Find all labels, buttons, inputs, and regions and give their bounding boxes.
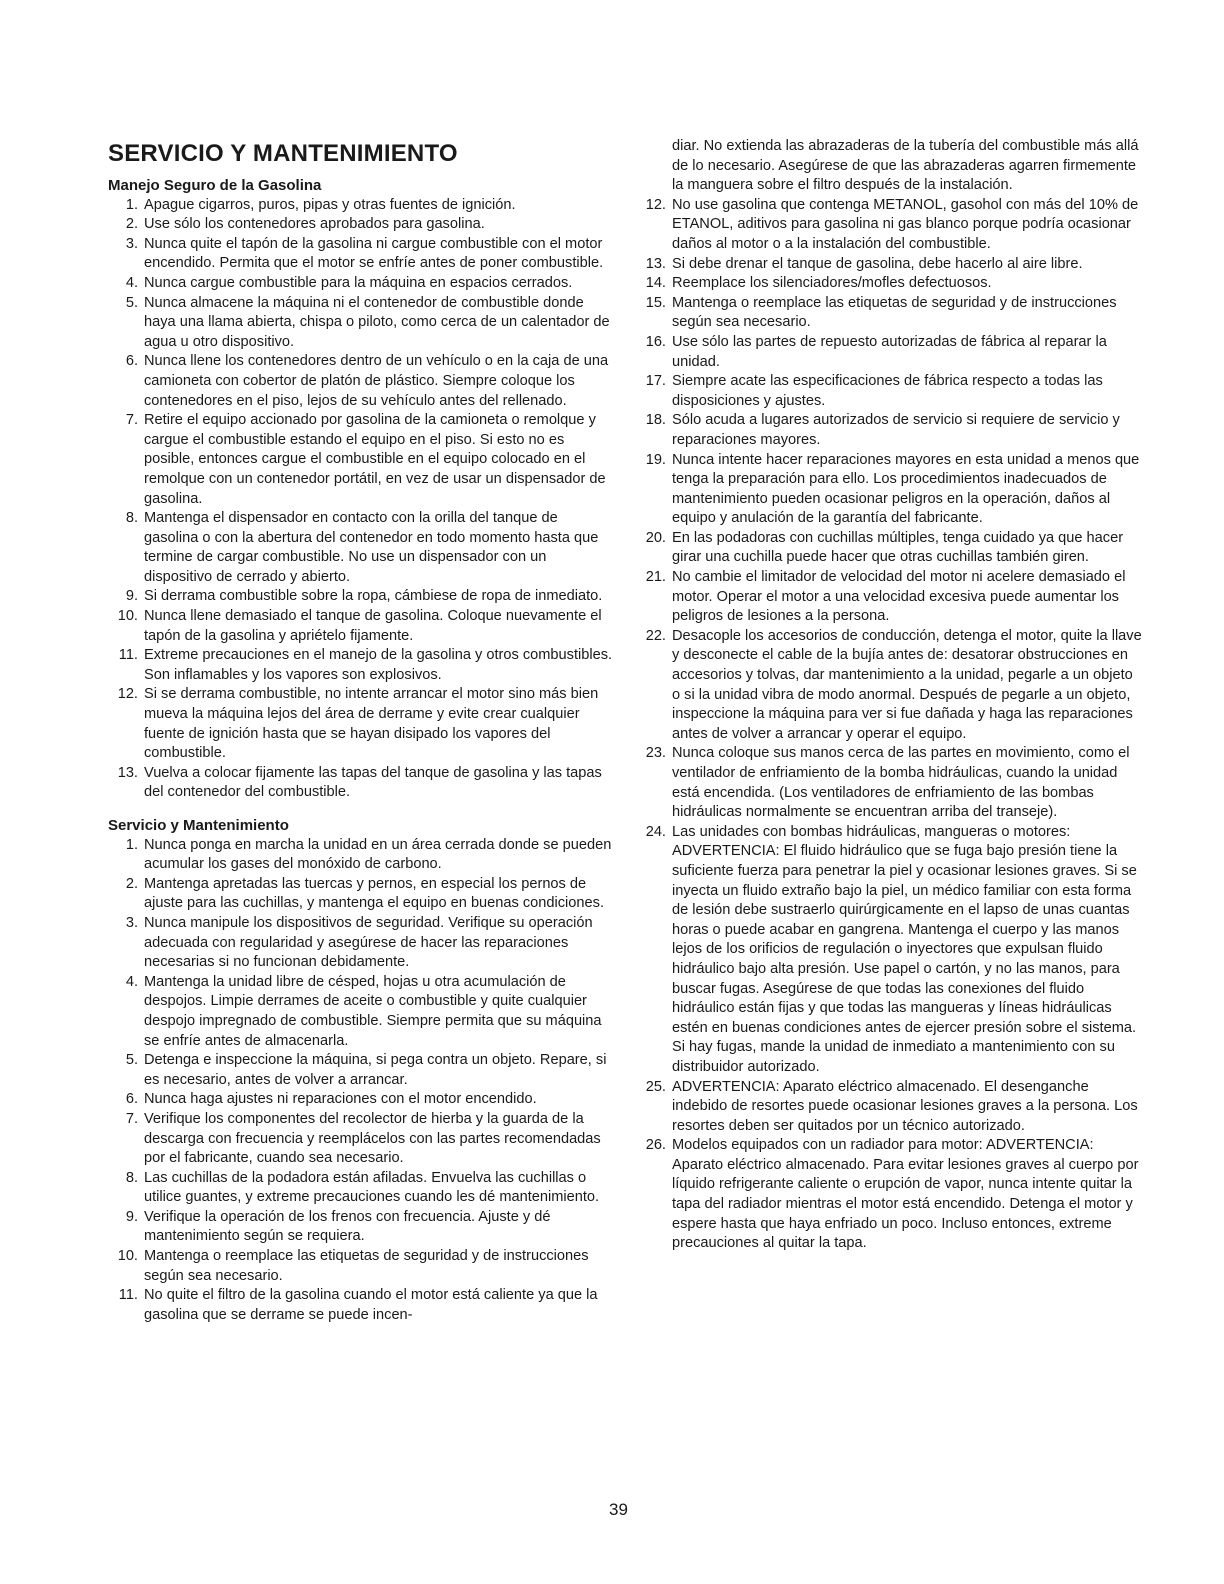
item-text: Mantenga el dispensador en contacto con la orilla del tanque de gasolina o con la abertura del contenedor en todo momento hasta que termine de cargar combustible. No use un dispensador con un dispositivo de cerrado y abierto. [144,510,599,585]
item-text: Las cuchillas de la podadora están afiladas. Envuelva las cuchillas o utilice guantes, y extreme precauciones cuando les dé mantenimiento. [144,1169,600,1206]
item-number: 8. [125,510,138,527]
item-number: 13. [117,764,138,781]
item-number: 5. [125,1052,138,1069]
item-number: 6. [125,353,138,370]
list-item [636,1078,1142,1137]
item-number: 21. [645,569,666,586]
item-number: 10. [117,1248,138,1265]
item-number: 3. [125,914,138,931]
list-item [108,274,613,294]
list-item [108,509,613,587]
list-item [108,587,613,607]
item-text: Siempre acate las especificaciones de fábrica respecto a todas las disposiciones y ajustes. [672,373,1103,409]
list-item [108,875,613,914]
item-text: ADVERTENCIA: Aparato eléctrico almacenado. El desenganche indebido de resortes puede ocasionar lesiones graves a la persona. Los resortes deben ser quitados por un técnico autorizado. [672,1078,1138,1134]
list-item [108,607,613,646]
item-number: 23. [645,745,666,762]
item-number: 2. [125,216,138,233]
item-text: Nunca coloque sus manos cerca de las partes en movimiento, como el ventilador de enfriamiento de la bomba hidráulicas, cuando la unidad está encendida. (Los ventiladores de enfriamiento de las bombas hidráulicas normalmente se encuentran arriba del transeje). [672,745,1130,821]
item-number: 12. [645,196,666,213]
section-heading-service: Servicio y Mantenimiento [108,817,289,834]
item-number: 8. [125,1169,138,1186]
list-item [108,1110,613,1169]
list-item [108,352,613,411]
list-item [108,1247,613,1286]
item-number: 9. [125,1208,138,1225]
item-number: 14. [645,275,666,292]
item-number: 3. [125,235,138,252]
item-text: No quite el filtro de la gasolina cuando el motor está caliente ya que la gasolina que se derrame se puede incen- [144,1287,598,1323]
item-text: En las podadoras con cuchillas múltiples, tenga cuidado ya que hacer girar una cuchilla puede hacer que otras cuchillas también giren. [672,529,1124,566]
list-item [108,1051,613,1090]
item-text: Nunca cargue combustible para la máquina en espacios cerrados. [144,274,573,291]
item-text: Apague cigarros, puros, pipas y otras fuentes de ignición. [144,196,516,213]
item-text: Si debe drenar el tanque de gasolina, debe hacerlo al aire libre. [672,255,1083,272]
item-text: No use gasolina que contenga METANOL, gasohol con más del 10% de ETANOL, aditivos para gasolina ni gas blanco porque podría ocasionar daños al motor o a la instalación del combustible. [672,196,1139,252]
item-number: 24. [645,823,666,840]
list-item [108,294,613,353]
item-text: Si derrama combustible sobre la ropa, cámbiese de ropa de inmediato. [144,588,603,605]
item-text: Sólo acuda a lugares autorizados de servicio si requiere de servicio y reparaciones mayores. [672,412,1120,448]
item-text: Verifique los componentes del recolector de hierba y la guarda de la descarga con frecuencia y reemplácelos con las partes recomendadas por el fabricante, cuando sea necesario. [144,1110,601,1167]
item-text: Mantenga apretadas las tuercas y pernos, en especial los pernos de ajuste para las cuchillas, y mantenga el equipo en buenas condiciones. [144,875,605,912]
item-number: 12. [117,686,138,703]
right-column [636,137,1142,1254]
list-item [636,823,1142,1078]
item-text: Reemplace los silenciadores/mofles defectuosos. [672,275,992,292]
item-text: Nunca haga ajustes ni reparaciones con el motor encendido. [144,1091,537,1108]
item-number: 22. [645,627,666,644]
list-item [636,451,1142,529]
section-heading-fuel-safety: Manejo Seguro de la Gasolina [108,177,322,194]
list-item [108,646,613,685]
item-number: 4. [125,973,138,990]
list-item [108,685,613,763]
item-number: 2. [125,875,138,892]
list-item [108,836,613,875]
item-number: 9. [125,588,138,605]
list-item [636,627,1142,745]
list-item [108,1208,613,1247]
item-number: 11. [118,1287,138,1304]
item-number: 7. [125,1110,138,1127]
item-number: 17. [645,373,666,390]
list-item [108,196,613,216]
fuel-safety-list [108,196,613,803]
item-text: Nunca intente hacer reparaciones mayores en esta unidad a menos que tenga la preparación para ello. Los procedimientos inadecuados de mantenimiento pueden ocasionar peligros en la operación, daños al equipo y anulación de la garantía del fabricante. [672,451,1140,527]
item-number: 18. [645,412,666,429]
list-item [108,914,613,973]
item-text: Detenga e inspeccione la máquina, si pega contra un objeto. Repare, si es necesario, antes de volver a arrancar. [144,1052,607,1088]
item-text: Si se derrama combustible, no intente arrancar el motor sino más bien mueva la máquina lejos del área de derrame y evite crear cualquier fuente de ignición hasta que se hayan disipado los vapores del combustible. [144,686,599,762]
list-item [108,215,613,235]
item-text: Mantenga la unidad libre de césped, hojas u otra acumulación de despojos. Limpie derrames de aceite o combustible y quite cualquier despojo impregnado de combustible. Siempre permita que su máquina se enfríe antes de almacenarla. [144,973,602,1049]
item-number: 26. [645,1137,666,1154]
item-number: 1. [125,836,138,853]
item-text: Verifique la operación de los frenos con frecuencia. Ajuste y dé mantenimiento según se requiera. [144,1208,551,1245]
list-item [636,529,1142,568]
item-text: Retire el equipo accionado por gasolina de la camioneta o remolque y cargue el combustible estando el equipo en el piso. Si esto no es posible, entonces cargue el combustible en el equipo colocado en el remolque con un contenedor portátil, en vez de usar un dispensador de gasolina. [144,412,606,507]
item-number: 5. [125,294,138,311]
list-item [636,568,1142,627]
item-text: Nunca llene demasiado el tanque de gasolina. Coloque nuevamente el tapón de la gasolina y apriételo fijamente. [144,608,602,644]
item-text: Nunca ponga en marcha la unidad en un área cerrada donde se pueden acumular los gases del monóxido de carbono. [144,836,612,873]
list-item [636,744,1142,822]
page-number: 39 [609,1500,628,1519]
item-text: Mantenga o reemplace las etiquetas de seguridad y de instrucciones según sea necesario. [144,1248,589,1284]
left-column [108,176,613,1325]
list-item [636,411,1142,450]
list-item [108,235,613,274]
item-number: 10. [117,608,138,625]
list-item [636,255,1142,275]
list-item [636,196,1142,255]
list-item [108,973,613,1051]
list-item [108,1090,613,1110]
list-item [108,1286,613,1325]
item-text: No cambie el limitador de velocidad del motor ni acelere demasiado el motor. Operar el motor a una velocidad excesiva puede aumentar los peligros de lesiones a la persona. [672,569,1126,625]
item-number: 25. [645,1078,666,1095]
item-number: 1. [125,196,138,213]
item-number: 11. [118,647,138,664]
list-item [108,1169,613,1208]
service-list-right [636,196,1142,1254]
list-item [636,333,1142,372]
item-11-continuation: diar. No extienda las abrazaderas de la tubería del combustible más allá de lo necesario. Asegúrese de que las abrazaderas agarren firmemente la manguera sobre el filtro después de la instalación. [672,138,1139,194]
list-item [636,274,1142,294]
item-number: 19. [645,451,666,468]
item-text: Nunca llene los contenedores dentro de un vehículo o en la caja de una camioneta con cobertor de platón de plástico. Siempre coloque los contenedores en el piso, lejos de su vehículo antes del rellenado. [144,353,609,409]
item-number: 15. [645,294,666,311]
item-text: Use sólo los contenedores aprobados para gasolina. [144,216,485,233]
item-text: Nunca quite el tapón de la gasolina ni cargue combustible con el motor encendido. Permita que el motor se enfríe antes de poner combustible. [144,235,604,272]
item-number: 6. [125,1091,138,1108]
list-item [108,764,613,803]
item-text: Nunca manipule los dispositivos de seguridad. Verifique su operación adecuada con regularidad y asegúrese de hacer las reparaciones necesarias si no funcionan debidamente. [144,914,593,971]
item-text: Use sólo las partes de repuesto autorizadas de fábrica al reparar la unidad. [672,333,1107,370]
item-number: 20. [645,529,666,546]
item-text: Modelos equipados con un radiador para motor: ADVERTENCIA: Aparato eléctrico almacenado. Para evitar lesiones graves al cuerpo por líquido refrigerante caliente o erupción de vapor, nunca intente quitar la tapa del radiador mientras el motor está encendido. Detenga el motor y espere hasta que haya enfriado un poco. Incluso entonces, extreme precauciones al quitar la tapa. [672,1137,1139,1252]
item-number: 13. [645,255,666,272]
list-item [108,411,613,509]
item-number: 7. [125,412,138,429]
item-text: Vuelva a colocar fijamente las tapas del tanque de gasolina y las tapas del contenedor del combustible. [144,764,602,801]
list-item [636,294,1142,333]
item-text: Nunca almacene la máquina ni el contenedor de combustible donde haya una llama abierta, chispa o piloto, como cerca de un calentador de agua u otro dispositivo. [144,294,610,350]
item-text: Mantenga o reemplace las etiquetas de seguridad y de instrucciones según sea necesario. [672,294,1117,331]
list-item [636,372,1142,411]
service-list-left [108,836,613,1326]
page-title: SERVICIO Y MANTENIMIENTO [108,140,458,167]
item-text: Las unidades con bombas hidráulicas, mangueras o motores: ADVERTENCIA: El fluido hidráulico que se fuga bajo presión tiene la suficiente fuerza para penetrar la piel y ocasionar lesiones graves. Si se inyecta un fluido extraño bajo la piel, un médico familiar con esta forma de lesión debe sustraerlo quirúrgicamente en el lapso de unas cuantas horas o puede acabar en gangrena. Mantenga el cuerpo y las manos lejos de los orificios de regulación o inyectores que expulsan fluido hidráulico bajo alta presión. Use papel o cartón, y no las manos, para buscar fugas. Asegúrese de que todas las conexiones del fluido hidráulico están fijas y que todas las mangueras y líneas hidráulicas estén en buenas condiciones antes de ejercer presión sobre el sistema. Si hay fugas, mande la unidad de inmediato a mantenimiento con su distribuidor autorizado. [672,823,1137,1075]
list-item [636,1136,1142,1254]
item-text: Extreme precauciones en el manejo de la gasolina y otros combustibles. Son inflamables y los vapores son explosivos. [144,647,613,683]
item-text: Desacople los accesorios de conducción, detenga el motor, quite la llave y desconecte el cable de la bujía antes de: desatorar obstrucciones en accesorios y tolvas, dar mantenimiento a la unidad, pegarle a un objeto o si la unidad vibra de modo anormal. Después de pegarle a un objeto, inspeccione la máquina para ver si fue dañada y haga las reparaciones antes de volver a arrancar y operar el equipo. [672,627,1142,742]
item-number: 16. [645,333,666,350]
item-number: 4. [125,274,138,291]
